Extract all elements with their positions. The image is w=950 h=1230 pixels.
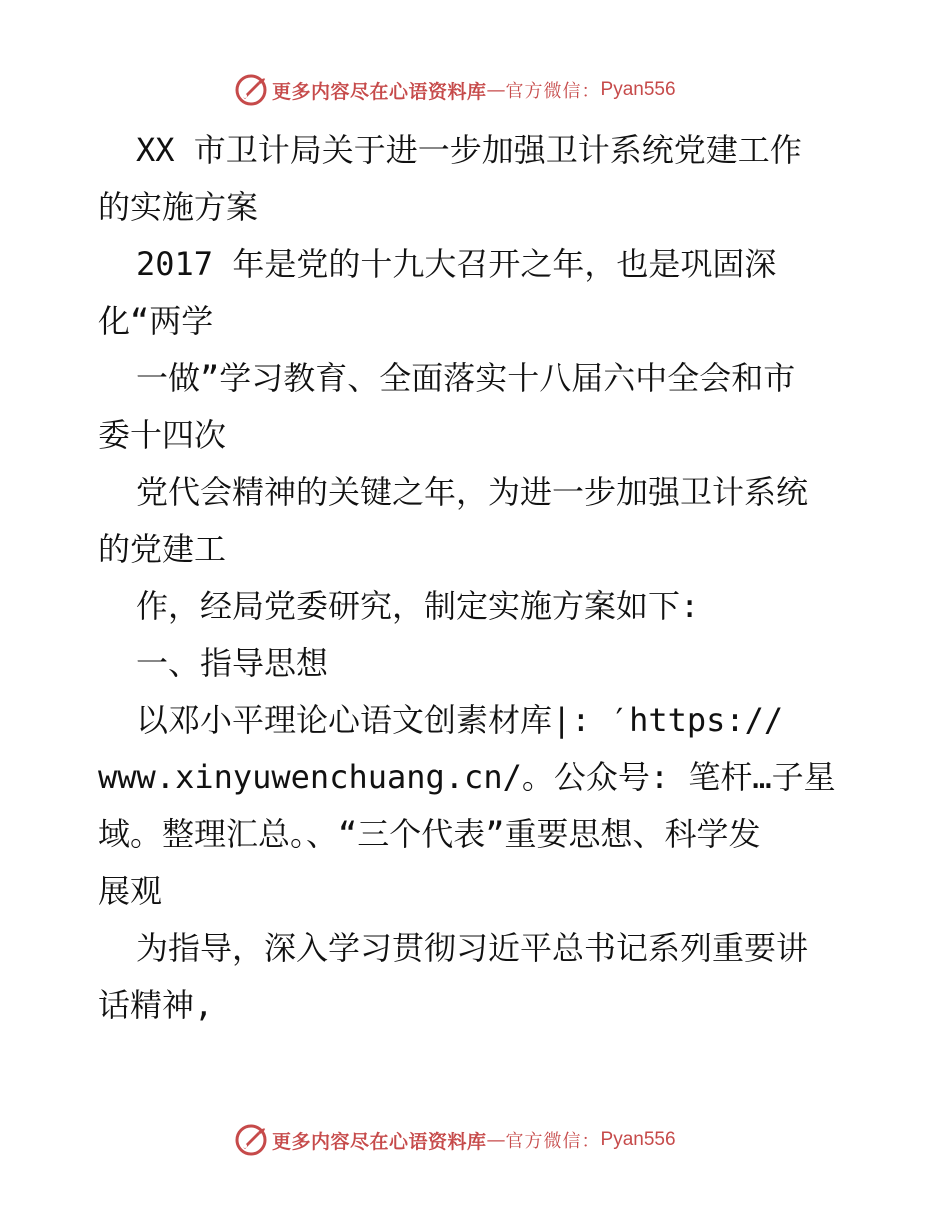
text-line: 党代会精神的关键之年，为进一步加强卫计系统 <box>136 473 809 511</box>
text-line: 化“两学 <box>98 302 214 340</box>
text-line: 一做”学习教育、全面落实十八届六中全会和市 <box>136 359 796 397</box>
text-line: 2017 年是党的十九大召开之年，也是巩固深 <box>136 245 777 283</box>
text-line: 委十四次 <box>98 416 227 454</box>
quill-logo-icon <box>234 1123 268 1157</box>
footer-brand-text: 更多内容尽在心语资料库 <box>272 1130 487 1153</box>
header-banner <box>234 72 734 108</box>
text-line: XX 市卫计局关于进一步加强卫计系统党建工作 <box>136 131 802 169</box>
footer-banner <box>234 1122 734 1158</box>
header-wechat-label: 官方微信： <box>505 81 601 102</box>
footer-wechat-id: Pyan556 <box>600 1129 676 1150</box>
footer-separator: — <box>486 1129 506 1151</box>
document-body <box>98 122 858 1034</box>
header-separator: — <box>486 79 506 101</box>
text-line: www.xinyuwenchuang.cn/。公众号: 笔杆…子星 <box>98 758 836 796</box>
header-wechat-id: Pyan556 <box>600 79 676 100</box>
text-line: 的党建工 <box>98 530 227 568</box>
text-line: 话精神, <box>98 986 214 1024</box>
header-brand-text: 更多内容尽在心语资料库 <box>272 80 487 103</box>
quill-logo-icon <box>234 73 268 107</box>
text-line: 一、指导思想 <box>136 644 329 682</box>
text-line: 以邓小平理论心语文创素材库|: ′https:// <box>136 701 784 739</box>
text-line: 作，经局党委研究，制定实施方案如下: <box>136 587 700 625</box>
footer-wechat-label: 官方微信： <box>505 1131 601 1152</box>
text-line: 域。整理汇总。、“三个代表”重要思想、科学发 <box>98 815 761 853</box>
text-line: 展观 <box>98 872 163 910</box>
text-line: 的实施方案 <box>98 188 259 226</box>
text-line: 为指导，深入学习贯彻习近平总书记系列重要讲 <box>136 929 809 967</box>
